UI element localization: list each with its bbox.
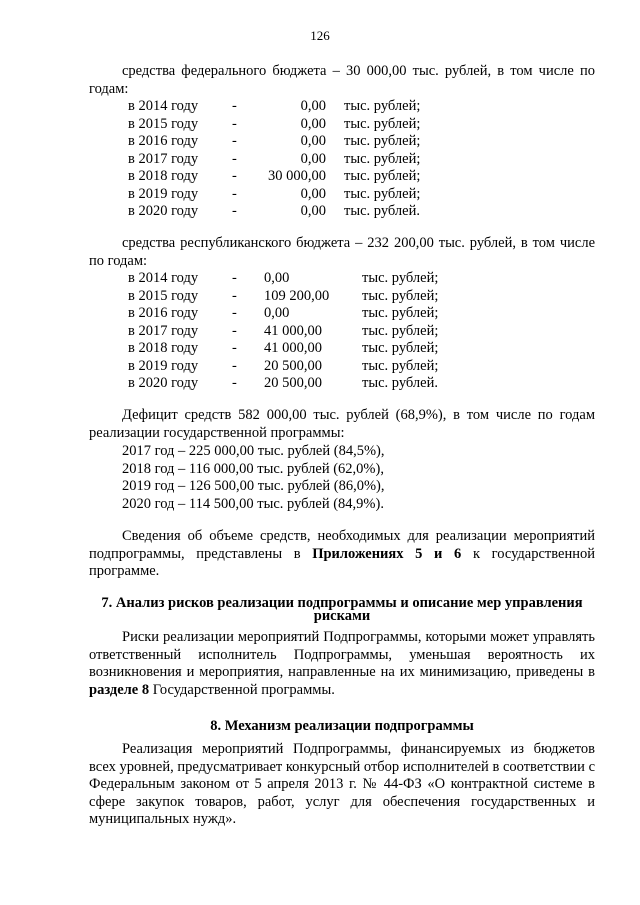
row-year: в 2016 году xyxy=(128,133,199,149)
row-value: 0,00 xyxy=(264,270,290,286)
appendix-reference: Приложениях 5 и 6 xyxy=(312,545,462,562)
federal-budget-table xyxy=(128,98,420,221)
row-year: в 2015 году xyxy=(128,115,199,132)
row-year: в 2017 году xyxy=(128,322,199,339)
row-year: в 2015 году xyxy=(128,287,199,304)
row-year: в 2018 году xyxy=(128,168,199,184)
row-value: 20 500,00 xyxy=(264,357,322,374)
row-dash: - xyxy=(232,115,237,132)
row-unit: тыс. рублей; xyxy=(362,322,439,339)
row-value: 41 000,00 xyxy=(264,322,322,339)
row-dash: - xyxy=(232,322,237,339)
table-row xyxy=(128,151,420,169)
table-row xyxy=(128,186,420,204)
row-value: 0,00 xyxy=(300,203,326,219)
row-dash: - xyxy=(232,357,237,374)
section-8-text: Реализация мероприятий Подпрограммы, финансируемых из бюджетов всех уровней, предусматривает конкурсный отбор исполнителей в соответствии с Федеральным законом от 5 апреля 2013 г. № 44-ФЗ «О контрактной системе в сфере закупок товаров, работ, услуг для обеспечения государственных и муниципальных нужд». xyxy=(89,741,595,827)
table-row xyxy=(128,340,438,358)
row-unit: тыс. рублей; xyxy=(362,305,439,321)
row-dash: - xyxy=(232,375,237,391)
row-value: 0,00 xyxy=(300,133,326,149)
row-dash: - xyxy=(232,305,237,321)
row-year: в 2018 году xyxy=(128,340,199,356)
row-year: в 2014 году xyxy=(128,270,199,286)
section-7-heading-line1: 7. Анализ рисков реализации подпрограммы и описание мер управления xyxy=(101,595,583,611)
list-item: 2020 год – 114 500,00 тыс. рублей (84,9%). xyxy=(122,495,384,512)
row-unit: тыс. рублей; xyxy=(362,270,439,286)
republic-budget-intro: средства республиканского бюджета – 232 200,00 тыс. рублей, в том числе по годам: xyxy=(89,235,595,269)
row-unit: тыс. рублей; xyxy=(362,340,439,356)
table-row xyxy=(128,288,438,306)
row-unit: тыс. рублей. xyxy=(344,203,420,219)
row-value: 0,00 xyxy=(300,185,326,202)
row-value: 0,00 xyxy=(264,305,290,321)
row-unit: тыс. рублей; xyxy=(344,133,421,149)
federal-budget-intro: средства федерального бюджета – 30 000,00 тыс. рублей, в том числе по годам: xyxy=(89,63,595,97)
table-row xyxy=(128,168,420,186)
row-year: в 2019 году xyxy=(128,357,199,374)
table-row xyxy=(128,358,438,376)
row-unit: тыс. рублей; xyxy=(344,185,421,202)
row-value: 0,00 xyxy=(300,98,326,114)
list-item: 2019 год – 126 500,00 тыс. рублей (86,0%), xyxy=(122,478,385,494)
section-7-text-end: Государственной программы. xyxy=(149,681,335,698)
row-dash: - xyxy=(232,340,237,356)
list-item: 2018 год – 116 000,00 тыс. рублей (62,0%), xyxy=(122,460,384,477)
page-number: 126 xyxy=(310,28,330,43)
section-7-text xyxy=(89,629,595,699)
row-unit: тыс. рублей. xyxy=(362,375,438,391)
section-reference: разделе 8 xyxy=(89,681,150,698)
row-value: 0,00 xyxy=(300,115,326,132)
row-year: в 2019 году xyxy=(128,185,199,202)
table-row xyxy=(128,375,438,393)
row-unit: тыс. рублей; xyxy=(344,115,421,132)
row-value: 20 500,00 xyxy=(264,375,322,391)
section-8-heading: 8. Механизм реализации подпрограммы xyxy=(210,718,474,734)
row-dash: - xyxy=(232,168,237,184)
deficit-intro: Дефицит средств 582 000,00 тыс. рублей (68,9%), в том числе по годам реализации государственной программы: xyxy=(89,407,595,441)
row-dash: - xyxy=(232,98,237,114)
row-unit: тыс. рублей; xyxy=(344,150,421,167)
section-7-heading xyxy=(89,597,595,623)
deficit-list xyxy=(122,443,385,513)
table-row xyxy=(128,270,438,288)
row-value: 109 200,00 xyxy=(264,287,330,304)
table-row xyxy=(128,116,420,134)
row-value: 30 000,00 xyxy=(268,168,326,184)
row-dash: - xyxy=(232,270,237,286)
row-unit: тыс. рублей; xyxy=(362,357,439,374)
row-value: 41 000,00 xyxy=(264,340,322,356)
table-row xyxy=(128,133,420,151)
row-unit: тыс. рублей; xyxy=(344,168,421,184)
row-dash: - xyxy=(232,203,237,219)
republic-budget-table xyxy=(128,270,438,393)
row-year: в 2017 году xyxy=(128,150,199,167)
row-year: в 2020 году xyxy=(128,375,199,391)
info-text-end: к государственной программе. xyxy=(89,545,595,579)
row-unit: тыс. рублей; xyxy=(344,98,421,114)
row-year: в 2016 году xyxy=(128,305,199,321)
section-7-heading-line2: рисками xyxy=(313,608,371,624)
appendix-info-paragraph xyxy=(89,528,595,581)
row-dash: - xyxy=(232,287,237,304)
section-7-text-body: Риски реализации мероприятий Подпрограммы, которыми может управлять ответственный исполнитель Подпрограммы, уменьшая вероятность их возникновения и мероприятия, направленные на их минимизацию, приведены в xyxy=(89,629,595,680)
row-dash: - xyxy=(232,185,237,202)
table-row xyxy=(128,305,438,323)
row-year: в 2014 году xyxy=(128,98,199,114)
row-dash: - xyxy=(232,150,237,167)
row-unit: тыс. рублей; xyxy=(362,287,439,304)
list-item: 2017 год – 225 000,00 тыс. рублей (84,5%), xyxy=(122,443,385,459)
info-text: Сведения об объеме средств, необходимых для реализации мероприятий подпрограммы, представлены в xyxy=(89,528,595,562)
row-year: в 2020 году xyxy=(128,203,199,219)
table-row xyxy=(128,98,420,116)
table-row xyxy=(128,203,420,221)
row-value: 0,00 xyxy=(300,150,326,167)
table-row xyxy=(128,323,438,341)
row-dash: - xyxy=(232,133,237,149)
